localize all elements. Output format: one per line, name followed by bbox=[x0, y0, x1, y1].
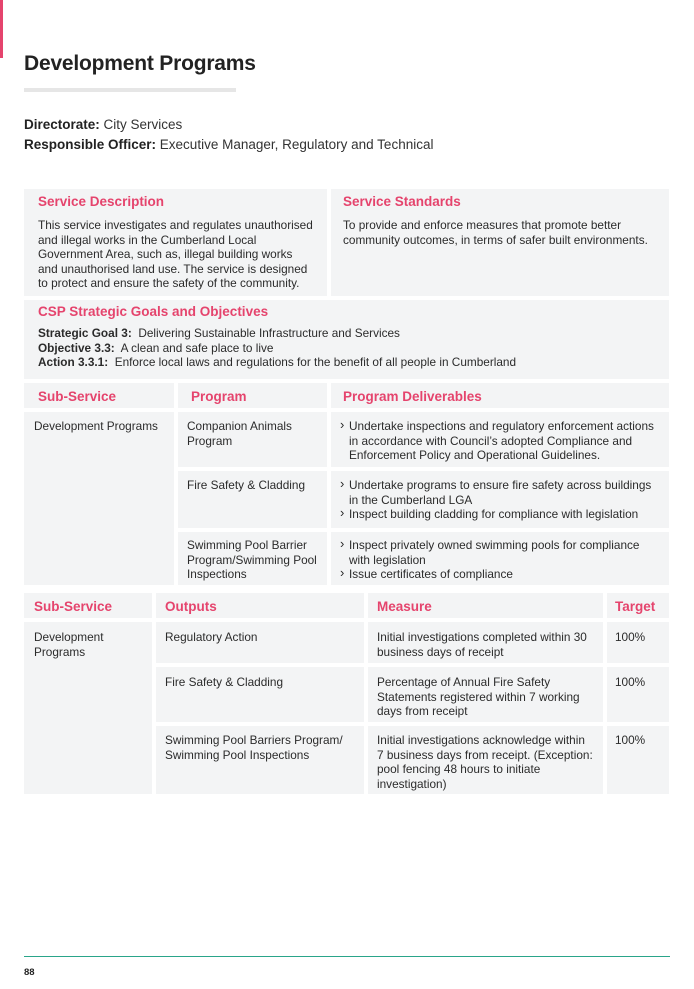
objective-label: Objective 3.3: bbox=[38, 340, 115, 355]
objective-line bbox=[38, 341, 655, 356]
table-row bbox=[368, 726, 603, 794]
outputs-subservice-cell bbox=[24, 622, 152, 794]
header-label: Measure bbox=[377, 599, 432, 614]
csp-heading: CSP Strategic Goals and Objectives bbox=[38, 304, 269, 319]
officer-value: Executive Manager, Regulatory and Technical bbox=[159, 137, 434, 152]
header-label: Program Deliverables bbox=[343, 389, 482, 404]
directorate-label: Directorate: bbox=[24, 117, 100, 132]
header-label: Program bbox=[191, 389, 247, 404]
measure-text: Initial investigations completed within 30 business days of receipt bbox=[377, 630, 587, 659]
header-label: Sub-Service bbox=[38, 389, 117, 404]
directorate-line bbox=[24, 117, 182, 132]
program-name: Companion Animals Program bbox=[187, 419, 292, 448]
table-row bbox=[331, 532, 669, 585]
officer-line bbox=[24, 137, 433, 152]
table-row bbox=[331, 471, 669, 528]
page-number: 88 bbox=[24, 967, 35, 978]
outputs-header-target bbox=[607, 593, 669, 618]
table-row bbox=[607, 726, 669, 794]
subservice-text: Development Programs bbox=[34, 419, 158, 433]
deliverable-item: › Inspect building cladding for compliance with legislation bbox=[340, 507, 660, 522]
table-row bbox=[156, 726, 364, 794]
service-description-heading: Service Description bbox=[38, 194, 165, 209]
programs-header-subservice bbox=[24, 383, 174, 408]
strategic-goal-text: Delivering Sustainable Infrastructure and Services bbox=[138, 326, 400, 340]
service-description-text: This service investigates and regulates unauthorised and illegal works in the Cumberland Local Government Area, such as, illegal building works and unauthorised land use. The service is designed to protect and ensure the safety of the community. bbox=[38, 218, 313, 290]
programs-header-deliverables bbox=[331, 383, 669, 408]
output-name: Regulatory Action bbox=[165, 630, 258, 644]
table-row bbox=[156, 622, 364, 663]
outputs-header-outputs bbox=[156, 593, 364, 618]
table-row bbox=[178, 532, 327, 585]
service-standards-heading: Service Standards bbox=[343, 194, 461, 209]
program-name: Fire Safety & Cladding bbox=[187, 478, 306, 492]
service-standards-cell bbox=[331, 189, 669, 296]
table-row bbox=[607, 622, 669, 663]
output-name: Swimming Pool Barriers Program/ Swimming Pool Inspections bbox=[165, 733, 343, 762]
table-row bbox=[178, 471, 327, 528]
measure-text: Percentage of Annual Fire Safety Statements registered within 7 working days from receipt bbox=[377, 675, 580, 718]
title-underline bbox=[24, 88, 236, 92]
accent-bar bbox=[0, 0, 3, 58]
output-name: Fire Safety & Cladding bbox=[165, 675, 284, 689]
service-description-cell bbox=[24, 189, 327, 296]
officer-label: Responsible Officer: bbox=[24, 137, 157, 152]
deliverable-item: › Undertake inspections and regulatory enforcement actions in accordance with Council’s adopted Compliance and Enforcement Policy and Operational Guidelines. bbox=[340, 419, 660, 463]
service-standards-text: To provide and enforce measures that promote better community outcomes, in terms of safer built environments. bbox=[343, 218, 648, 247]
table-row bbox=[331, 412, 669, 467]
program-name: Swimming Pool Barrier Program/Swimming Pool Inspections bbox=[187, 538, 317, 581]
deliverable-item: › Inspect privately owned swimming pools for compliance with legislation bbox=[340, 538, 660, 567]
header-label: Sub-Service bbox=[34, 599, 113, 614]
strategic-goal-line bbox=[38, 326, 655, 341]
action-text: Enforce local laws and regulations for the benefit of all people in Cumberland bbox=[114, 355, 517, 370]
footer-rule bbox=[24, 956, 670, 957]
target-value: 100% bbox=[615, 630, 646, 644]
target-value: 100% bbox=[615, 675, 646, 689]
action-line bbox=[38, 355, 655, 370]
action-label: Action 3.3.1: bbox=[38, 355, 109, 370]
target-value: 100% bbox=[615, 733, 646, 747]
page-title: Development Programs bbox=[24, 52, 256, 75]
deliverable-item: › Undertake programs to ensure fire safety across buildings in the Cumberland LGA bbox=[340, 478, 660, 507]
csp-goals-cell bbox=[24, 300, 669, 379]
table-row bbox=[368, 622, 603, 663]
strategic-goal-label: Strategic Goal 3: bbox=[38, 326, 132, 340]
programs-subservice-cell bbox=[24, 412, 174, 585]
outputs-header-subservice bbox=[24, 593, 152, 618]
subservice-text: Development Programs bbox=[34, 630, 104, 659]
deliverable-item: › Issue certificates of compliance bbox=[340, 567, 660, 582]
outputs-header-measure bbox=[368, 593, 603, 618]
programs-header-program bbox=[178, 383, 327, 408]
table-row bbox=[607, 667, 669, 722]
header-label: Outputs bbox=[165, 599, 217, 614]
objective-text: A clean and safe place to live bbox=[120, 340, 274, 355]
table-row bbox=[368, 667, 603, 722]
table-row bbox=[156, 667, 364, 722]
measure-text: Initial investigations acknowledge within 7 business days from receipt. (Exception: pool fencing 48 hours to initiate investigation) bbox=[377, 733, 593, 791]
header-label: Target bbox=[615, 599, 656, 614]
table-row bbox=[178, 412, 327, 467]
directorate-value: City Services bbox=[103, 117, 183, 132]
